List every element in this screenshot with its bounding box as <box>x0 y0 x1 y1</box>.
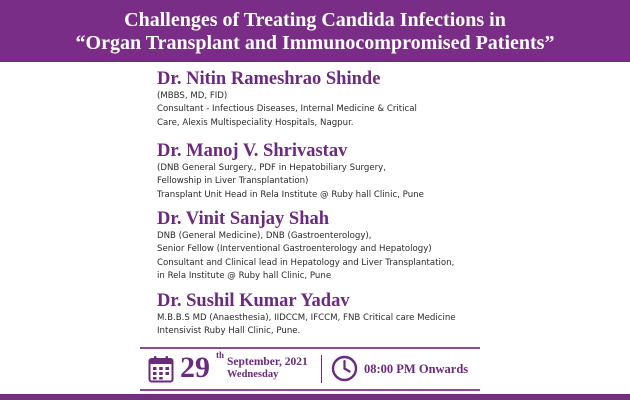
speaker-position: Consultant - Infectious Diseases, Internal Medicine & Critical <box>157 104 417 115</box>
speaker-position: Care, Alexis Multispeciality Hospitals, Nagpur. <box>157 117 354 128</box>
footer-bar <box>0 394 630 400</box>
title-line-1: Challenges of Treating Candida Infections in <box>124 9 506 31</box>
speaker-name: Dr. Nitin Rameshrao Shinde <box>157 69 381 89</box>
event-month-year: September, 2021 <box>227 356 308 368</box>
speaker-name: Dr. Sushil Kumar Yadav <box>157 291 350 311</box>
clock-icon <box>331 355 358 382</box>
calendar-icon <box>148 355 174 383</box>
speaker-name: Dr. Manoj V. Shrivastav <box>157 141 348 161</box>
speaker-credentials: Fellowship in Liver Transplantation) <box>157 176 309 187</box>
speaker-position: Consultant and Clinical lead in Hepatology and Liver Transplantation, <box>157 257 455 268</box>
event-date-bar <box>140 347 480 391</box>
divider <box>140 389 480 391</box>
speaker-card <box>157 68 417 130</box>
title-line-2: “Organ Transplant and Immunocompromised Patients” <box>75 32 555 54</box>
speaker-credentials: DNB (General Medicine), DNB (Gastroenterology), <box>157 231 372 241</box>
speaker-position: in Rela Institute @ Ruby hall Clinic, Pune <box>157 271 332 282</box>
speaker-credentials: (DNB General Surgery., PDF in Hepatobiliary Surgery, <box>157 163 386 173</box>
event-time: 08:00 PM Onwards <box>364 362 469 376</box>
speaker-credentials: (MBBS, MD, FID) <box>157 91 228 101</box>
speaker-name: Dr. Vinit Sanjay Shah <box>157 209 330 229</box>
speaker-credentials: M.B.B.S MD (Anaesthesia), IIDCCM, IFCCM, FNB Critical care Medicine <box>157 313 456 323</box>
speaker-credentials: Senior Fellow (Interventional Gastroenterology and Hepatology) <box>157 244 432 255</box>
event-day: 29 <box>180 351 210 384</box>
speaker-position: Transplant Unit Head in Rela Institute @ Ruby hall Clinic, Pune <box>157 189 424 200</box>
speaker-position: Intensivist Ruby Hall Clinic, Pune. <box>157 326 301 337</box>
divider <box>321 355 322 383</box>
header-banner <box>0 0 630 62</box>
speaker-card <box>157 208 454 284</box>
speaker-card <box>157 290 456 339</box>
event-day-suffix: th <box>216 350 225 360</box>
page-title <box>0 0 630 55</box>
speaker-card <box>157 140 424 202</box>
event-weekday: Wednesday <box>227 369 279 380</box>
divider <box>140 347 480 349</box>
